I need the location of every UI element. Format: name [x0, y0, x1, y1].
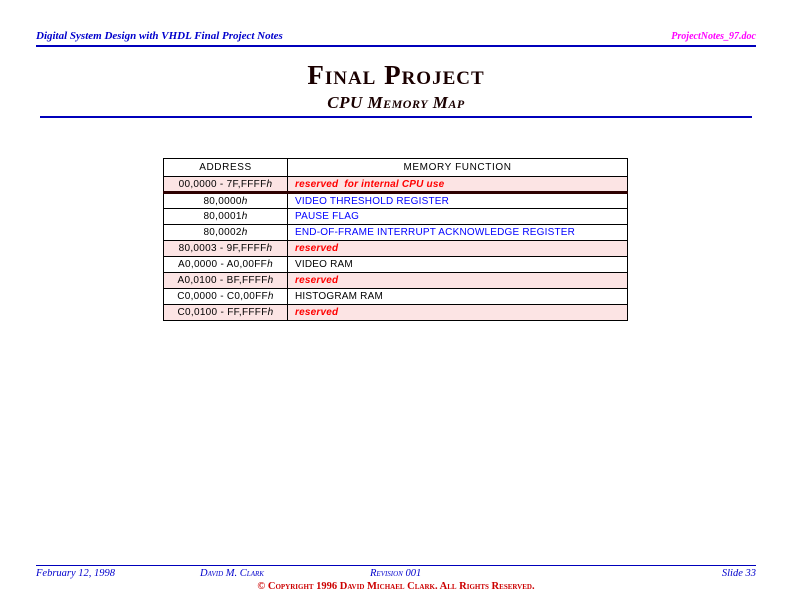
memory-map-table [163, 158, 628, 321]
memory-function-cell: reserved for internal CPU use [288, 177, 628, 193]
table-row [164, 241, 628, 257]
address-cell: 00,0000 - 7F,FFFFh [164, 177, 288, 193]
page-subtitle: CPU Memory Map [327, 93, 465, 112]
table-row [164, 177, 628, 193]
table-row [164, 289, 628, 305]
header-doc-filename: ProjectNotes_97.doc [671, 31, 756, 42]
address-cell: C0,0000 - C0,00FFh [164, 289, 288, 305]
memory-function-cell: PAUSE FLAG [288, 209, 628, 225]
memory-function-cell: VIDEO RAM [288, 257, 628, 273]
table-row [164, 305, 628, 321]
address-cell: 80,0001h [164, 209, 288, 225]
address-cell: A0,0100 - BF,FFFFh [164, 273, 288, 289]
table-row [164, 193, 628, 209]
footer-revision: Revision 001 [370, 568, 422, 579]
footer-copyright: © Copyright 1996 David Michael Clark. All Rights Reserved. [257, 581, 535, 592]
footer-rule [36, 565, 756, 566]
page-footer [36, 568, 756, 600]
title-block [0, 60, 792, 114]
table-row [164, 257, 628, 273]
address-cell: 80,0003 - 9F,FFFFh [164, 241, 288, 257]
table-row [164, 273, 628, 289]
column-header-address: ADDRESS [164, 159, 288, 177]
memory-function-cell: END-OF-FRAME INTERRUPT ACKNOWLEDGE REGISTER [288, 225, 628, 241]
table-row [164, 209, 628, 225]
column-header-memory-function: MEMORY FUNCTION [288, 159, 628, 177]
memory-function-cell: reserved [288, 241, 628, 257]
memory-function-cell: HISTOGRAM RAM [288, 289, 628, 305]
footer-date: February 12, 1998 [36, 568, 116, 579]
table-row [164, 225, 628, 241]
memory-function-cell: reserved [288, 305, 628, 321]
title-rule [40, 116, 752, 118]
header-doc-title: Digital System Design with VHDL Final Project Notes [36, 30, 283, 42]
address-cell: C0,0100 - FF,FFFFh [164, 305, 288, 321]
memory-function-cell: reserved [288, 273, 628, 289]
page-header [36, 30, 756, 42]
table-header-row [164, 159, 628, 177]
page-title: Final Project [307, 60, 485, 90]
footer-slide-number: Slide 33 [721, 568, 756, 579]
address-cell: A0,0000 - A0,00FFh [164, 257, 288, 273]
memory-function-cell: VIDEO THRESHOLD REGISTER [288, 193, 628, 209]
header-rule [36, 45, 756, 47]
address-cell: 80,0000h [164, 193, 288, 209]
address-cell: 80,0002h [164, 225, 288, 241]
footer-author: David M. Clark [200, 568, 264, 579]
